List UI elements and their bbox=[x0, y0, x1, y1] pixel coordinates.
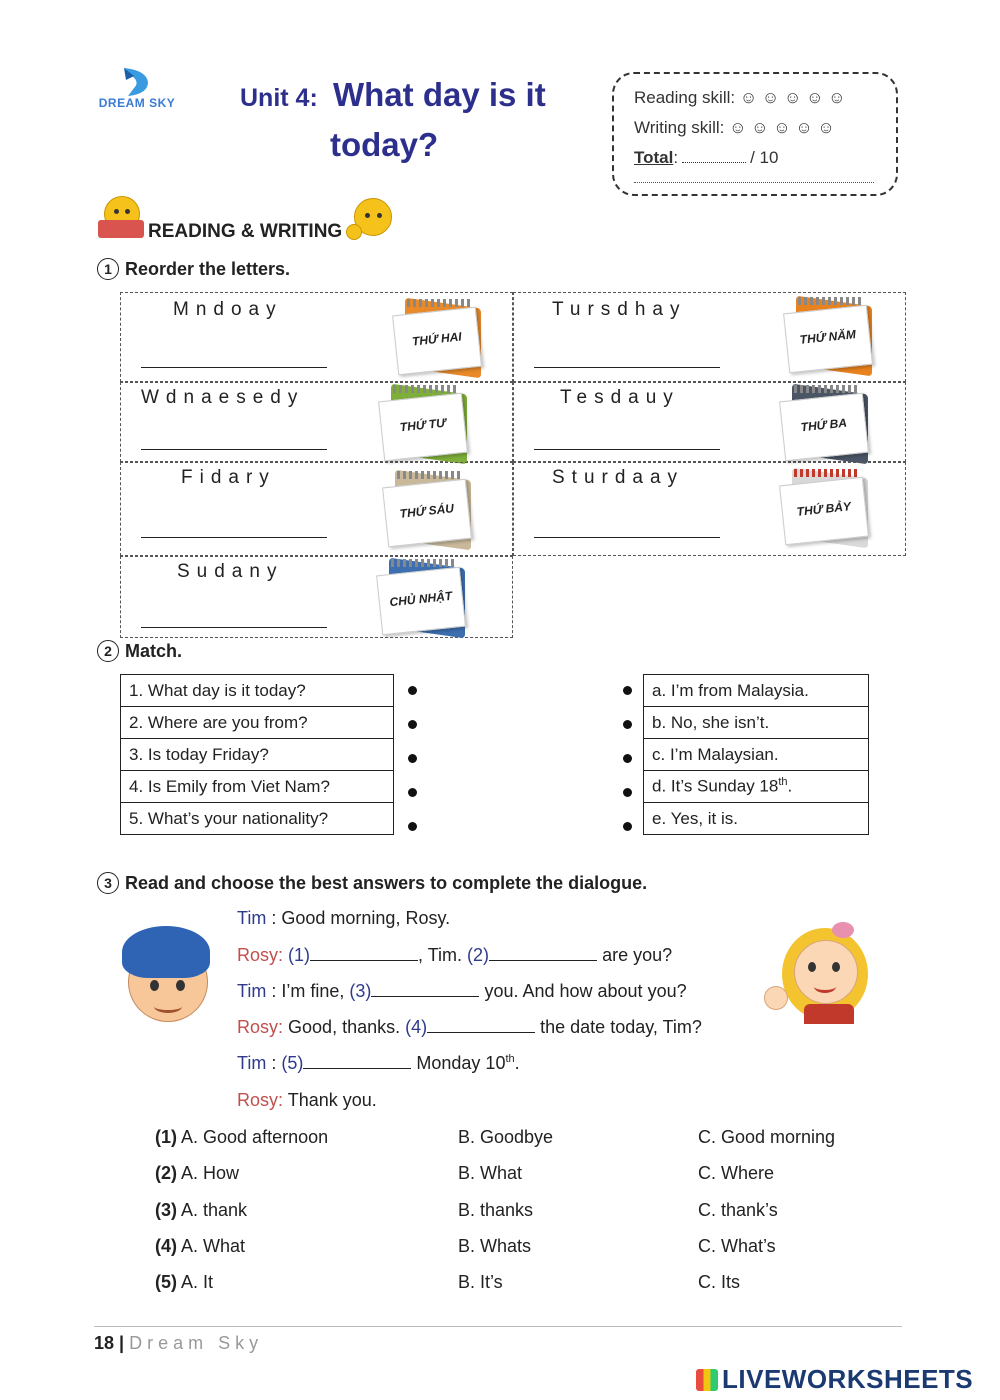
scrambled-word: Wdnaesedy bbox=[141, 387, 305, 408]
option-row-2: (2) A. How bbox=[155, 1163, 240, 1183]
reorder-cell-7 bbox=[120, 556, 513, 638]
option-b[interactable]: B. Goodbye bbox=[458, 1127, 554, 1147]
speaker-rosy: Rosy: bbox=[237, 1090, 284, 1110]
answer-gap-3[interactable] bbox=[371, 996, 479, 997]
match-question: 3. Is today Friday? bbox=[121, 739, 394, 771]
match-answer: a. I’m from Malaysia. bbox=[644, 675, 869, 707]
total-score: Total: / 10 bbox=[634, 148, 779, 167]
footer-divider bbox=[94, 1326, 902, 1327]
liveworksheets-watermark: LIVEWORKSHEETS bbox=[696, 1364, 973, 1395]
score-box bbox=[612, 72, 898, 196]
match-dot-right[interactable] bbox=[623, 720, 632, 729]
total-label: Total bbox=[634, 148, 674, 167]
reorder-cell-5 bbox=[120, 462, 513, 556]
calendar-icon: CHỦ NHẬT bbox=[375, 557, 471, 637]
option-row-1: (1) A. Good afternoon bbox=[155, 1127, 329, 1147]
dialogue-line-4: Rosy: Good, thanks. (4) the date today, Tim? bbox=[237, 1017, 702, 1037]
answer-gap-2[interactable] bbox=[489, 960, 597, 961]
match-dot-left[interactable] bbox=[408, 686, 417, 695]
option-c[interactable]: C. Its bbox=[698, 1272, 741, 1292]
option-row-4: (4) A. What bbox=[155, 1236, 246, 1256]
option-a[interactable]: A. thank bbox=[181, 1200, 248, 1220]
match-question: 5. What’s your nationality? bbox=[121, 803, 394, 835]
reorder-cell-4 bbox=[513, 382, 906, 462]
tim-boy-image bbox=[118, 924, 216, 1022]
option-c[interactable]: C. Good morning bbox=[698, 1127, 836, 1147]
writing-skill: Writing skill: ☺ ☺ ☺ ☺ ☺ bbox=[634, 118, 835, 137]
match-answer: e. Yes, it is. bbox=[644, 803, 869, 835]
match-answer: d. It’s Sunday 18th. bbox=[644, 771, 869, 803]
option-b[interactable]: B. What bbox=[458, 1163, 523, 1183]
section-heading: READING & WRITING bbox=[148, 221, 343, 242]
option-b[interactable]: B. Whats bbox=[458, 1236, 532, 1256]
answer-blank[interactable] bbox=[534, 367, 720, 368]
speaker-tim: Tim bbox=[237, 981, 267, 1001]
speaker-rosy: Rosy: bbox=[237, 945, 284, 965]
match-dot-right[interactable] bbox=[623, 822, 632, 831]
footer-brand: Dream Sky bbox=[129, 1333, 264, 1353]
option-c[interactable]: C. What’s bbox=[698, 1236, 776, 1256]
option-a[interactable]: A. What bbox=[181, 1236, 246, 1256]
match-dot-right[interactable] bbox=[623, 754, 632, 763]
option-a[interactable]: A. It bbox=[181, 1272, 214, 1292]
scrambled-word: Sudany bbox=[177, 561, 284, 582]
exercise3-title: 3 Read and choose the best answers to complete the dialogue. bbox=[97, 872, 647, 894]
exercise3-number: 3 bbox=[97, 872, 119, 894]
exercise2-title: 2 Match. bbox=[97, 640, 182, 662]
reading-skill: Reading skill: ☺ ☺ ☺ ☺ ☺ bbox=[634, 88, 846, 107]
match-dot-left[interactable] bbox=[408, 788, 417, 797]
match-dot-left[interactable] bbox=[408, 754, 417, 763]
match-answer: c. I’m Malaysian. bbox=[644, 739, 869, 771]
thinking-face-icon bbox=[346, 198, 392, 242]
rosy-girl-image bbox=[764, 922, 878, 1026]
option-b[interactable]: B. thanks bbox=[458, 1200, 534, 1220]
scrambled-word: Mndoay bbox=[173, 299, 283, 320]
liveworksheets-icon bbox=[696, 1369, 718, 1391]
reorder-cell-2 bbox=[513, 292, 906, 382]
match-answers bbox=[643, 674, 869, 835]
option-c[interactable]: C. thank’s bbox=[698, 1200, 778, 1220]
total-blank[interactable] bbox=[682, 162, 746, 163]
dream-sky-logo bbox=[94, 66, 180, 116]
match-dot-right[interactable] bbox=[623, 788, 632, 797]
answer-blank[interactable] bbox=[141, 367, 327, 368]
scrambled-word: Tesdauy bbox=[560, 387, 680, 408]
answer-blank[interactable] bbox=[141, 537, 327, 538]
match-question: 4. Is Emily from Viet Nam? bbox=[121, 771, 394, 803]
reorder-cell-1 bbox=[120, 292, 513, 382]
calendar-icon: THỨ HAI bbox=[391, 297, 487, 377]
speaker-rosy: Rosy: bbox=[237, 1017, 284, 1037]
speaker-tim: Tim bbox=[237, 1053, 267, 1073]
match-questions bbox=[120, 674, 394, 835]
exercise2-number: 2 bbox=[97, 640, 119, 662]
match-dot-right[interactable] bbox=[623, 686, 632, 695]
option-row-5: (5) A. It bbox=[155, 1272, 214, 1292]
match-dot-left[interactable] bbox=[408, 720, 417, 729]
exercise1-number: 1 bbox=[97, 258, 119, 280]
scrambled-word: Tursdhay bbox=[552, 299, 687, 320]
page-title-line2: today? bbox=[330, 126, 439, 163]
option-row-3: (3) A. thank bbox=[155, 1200, 248, 1220]
scrambled-word: Fidary bbox=[181, 467, 276, 488]
calendar-icon: THỨ BA bbox=[778, 383, 874, 463]
answer-blank[interactable] bbox=[141, 627, 327, 628]
dialogue-line-2: Rosy: (1) , Tim. (2) are you? bbox=[237, 945, 673, 965]
option-c[interactable]: C. Where bbox=[698, 1163, 775, 1183]
match-question: 2. Where are you from? bbox=[121, 707, 394, 739]
calendar-icon: THỨ BẢY bbox=[778, 467, 874, 547]
dialogue-line-3: Tim : I’m fine, (3) you. And how about you? bbox=[237, 981, 687, 1001]
option-a[interactable]: A. How bbox=[181, 1163, 240, 1183]
calendar-icon: THỨ TƯ bbox=[377, 383, 473, 463]
match-dot-left[interactable] bbox=[408, 822, 417, 831]
reorder-cell-6 bbox=[513, 462, 906, 556]
reorder-cell-3 bbox=[120, 382, 513, 462]
dialogue-line-1: Tim : Good morning, Rosy. bbox=[237, 908, 451, 928]
total-suffix: / 10 bbox=[750, 148, 779, 167]
dialogue-line-5: Tim : (5) Monday 10th. bbox=[237, 1053, 520, 1073]
scrambled-word: Sturdaay bbox=[552, 467, 685, 488]
answer-gap-1[interactable] bbox=[310, 960, 418, 961]
answer-blank[interactable] bbox=[534, 537, 720, 538]
option-a[interactable]: A. Good afternoon bbox=[181, 1127, 329, 1147]
answer-gap-4[interactable] bbox=[427, 1032, 535, 1033]
speaker-tim: Tim bbox=[237, 908, 267, 928]
calendar-icon: THỨ NĂM bbox=[782, 295, 878, 375]
reading-face-icon bbox=[98, 196, 144, 242]
answer-gap-5[interactable] bbox=[303, 1068, 411, 1069]
logo-icon bbox=[94, 66, 180, 98]
page-title-line1: What day is it bbox=[333, 76, 546, 113]
exercise1-title: 1 Reorder the letters. bbox=[97, 258, 290, 280]
match-answer: b. No, she isn’t. bbox=[644, 707, 869, 739]
match-question: 1. What day is it today? bbox=[121, 675, 394, 707]
unit-label: Unit 4: bbox=[240, 84, 318, 112]
dialogue-line-6: Rosy: Thank you. bbox=[237, 1090, 377, 1110]
footer: 18 | Dream Sky bbox=[94, 1333, 264, 1353]
answer-blank[interactable] bbox=[141, 449, 327, 450]
page-number: 18 bbox=[94, 1333, 115, 1353]
calendar-icon: THỨ SÁU bbox=[381, 469, 477, 549]
answer-blank[interactable] bbox=[534, 449, 720, 450]
logo-text: DREAM SKY bbox=[98, 96, 176, 110]
option-b[interactable]: B. It’s bbox=[458, 1272, 503, 1292]
comment-line bbox=[634, 182, 874, 183]
